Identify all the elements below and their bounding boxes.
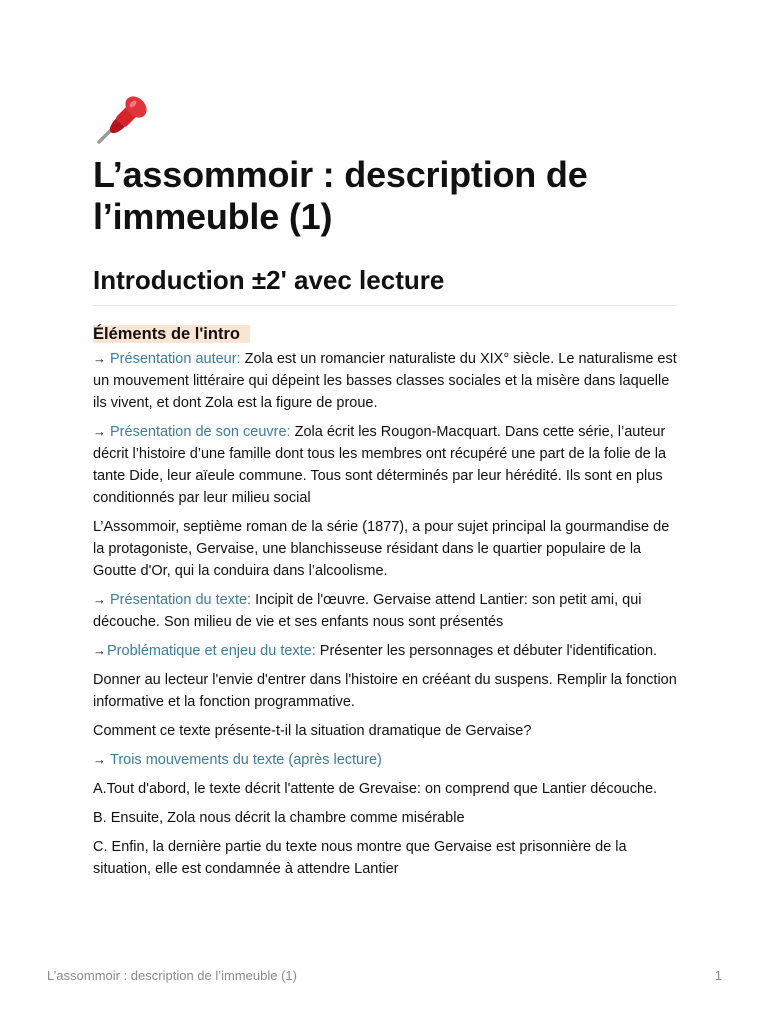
paragraph-author <box>93 348 677 414</box>
subheading <box>93 323 677 345</box>
arrow-icon: → <box>93 351 106 366</box>
paragraph-novel: L’Assommoir, septième roman de la série (1877), a pour sujet principal la gourmandise de la protagoniste, Gervaise, une blanchisseuse résidant dans le quartier populaire de la Goutte d'Or, qui la conduira dans l’alcoolisme. <box>93 519 670 579</box>
paragraph-movement-a: A.Tout d'abord, le texte décrit l'attente de Grevaise: on comprend que Lantier découche. <box>93 781 658 797</box>
label-text: Présentation du texte: <box>110 592 252 608</box>
label-author: Présentation auteur: <box>110 351 241 367</box>
page-title: L’assommoir : description de l’immeuble (1) <box>93 154 588 237</box>
footer-title: L’assommoir : description de l’immeuble (1) <box>47 968 297 983</box>
arrow-icon: → <box>93 752 106 767</box>
paragraph-movement-c: C. Enfin, la dernière partie du texte nous montre que Gervaise est prisonnière de la situation, elle est condamnée à attendre Lantier <box>93 839 627 877</box>
paragraph-movements <box>93 749 677 771</box>
paragraph-problem <box>93 640 677 662</box>
footer-page-number: 1 <box>714 968 722 983</box>
text-work: Zola écrit les Rougon-Macquart. Dans cette série, l’auteur décrit l’histoire d’une famille dont tous les membres ont récupéré une part de la folie de la tante Dide, leur aïeule commune. Tous sont déterminés par leur hérédité. Ils sont en plus conditionnés par leur milieu social <box>93 424 667 506</box>
paragraph-movement-b: B. Ensuite, Zola nous décrit la chambre comme misérable <box>93 810 465 826</box>
label-movements: Trois mouvements du texte (après lecture) <box>110 752 382 768</box>
text-problem: Présenter les personnages et débuter l'identification. <box>315 643 658 659</box>
paragraph-work <box>93 421 677 509</box>
subheading-text: Éléments de l'intro <box>93 325 250 343</box>
arrow-icon: → <box>93 643 106 658</box>
document-body <box>93 92 677 880</box>
paragraph-reader: Donner au lecteur l'envie d'entrer dans l'histoire en crééant du suspens. Remplir la fonction informative et la fonction programmative. <box>93 672 677 710</box>
paragraph-text <box>93 589 677 633</box>
pushpin-icon <box>93 92 153 148</box>
arrow-icon: → <box>93 592 106 607</box>
label-problem: Problématique et enjeu du texte: <box>107 643 316 659</box>
label-work: Présentation de son ceuvre: <box>110 424 291 440</box>
section-heading: Introduction ±2' avec lecture <box>93 265 677 306</box>
arrow-icon: → <box>93 424 106 439</box>
paragraph-question: Comment ce texte présente-t-il la situation dramatique de Gervaise? <box>93 723 532 739</box>
text-text: Incipit de l'œuvre. Gervaise attend Lantier: son petit ami, qui découche. Son milieu de vie et ses enfants nous sont présentés <box>93 592 642 630</box>
text-author: Zola est un romancier naturaliste du XIX° siècle. Le naturalisme est un mouvement littéraire qui dépeint les basses classes sociales et la misère dans laquelle ils vivent, et dont Zola est la figure de proue. <box>93 351 677 411</box>
